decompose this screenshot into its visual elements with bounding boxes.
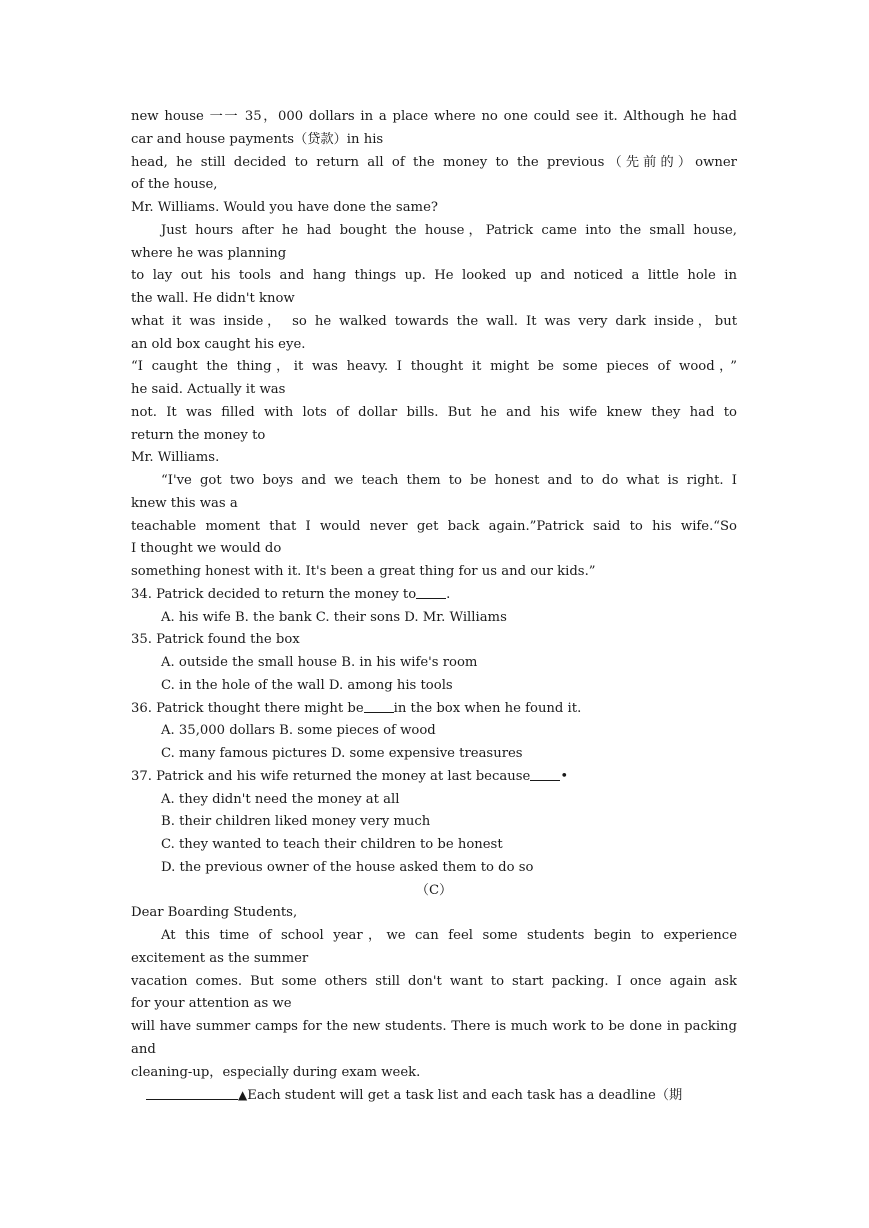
passage-line: car and house payments（贷款）in his <box>131 131 384 147</box>
passage-line: At this time of school year，we can feel some students begin to experience <box>161 928 737 943</box>
question-options: D. the previous owner of the house asked them to do so <box>161 859 534 875</box>
passage-line: where he was planning <box>131 245 287 261</box>
passage-line: teachable moment that I would never get back again.”Patrick said to his wife.“So <box>131 518 737 534</box>
section-label: （C） <box>415 882 453 898</box>
document-page <box>131 106 737 1107</box>
question-text: in the box when he found it. <box>393 700 582 716</box>
question-options: B. their children liked money very much <box>161 814 431 830</box>
question-stem <box>131 584 737 607</box>
passage-line: something honest with it. It's been a great thing for us and our kids.” <box>131 564 596 579</box>
question-text: 36. Patrick thought there might be <box>131 700 364 716</box>
passage-line: new house 一一 35，000 dollars in a place where no one could see it. Although he had <box>131 109 737 124</box>
passage-line: not. It was filled with lots of dollar bills. But he and his wife knew they had to <box>131 404 737 420</box>
question-text: 37. Patrick and his wife returned the money at last because <box>131 768 531 784</box>
letter-salutation: Dear Boarding Students, <box>131 905 298 921</box>
passage-line: vacation comes. But some others still don't want to start packing. I once again ask <box>131 973 737 989</box>
passage-line: Mr. Williams. Would you have done the same? <box>131 200 438 215</box>
bullet-text: Each student will get a task list and each task has a deadline（期 <box>247 1088 683 1104</box>
question-text: 34. Patrick decided to return the money to <box>131 586 417 602</box>
question-text: 35. Patrick found the box <box>131 632 300 648</box>
passage-line: excitement as the summer <box>131 950 309 966</box>
passage-line: and <box>131 1041 156 1057</box>
passage-line: an old box caught his eye. <box>131 336 306 352</box>
question-stem <box>131 766 737 789</box>
answer-blank <box>416 586 446 599</box>
question-options: C. many famous pictures D. some expensive treasures <box>161 746 523 761</box>
passage-line: cleaning-up，especially during exam week. <box>131 1064 421 1080</box>
question-options: A. 35,000 dollars B. some pieces of wood <box>161 723 436 739</box>
question-options: A. his wife B. the bank C. their sons D. Mr. Williams <box>161 609 507 625</box>
passage-line: “I've got two boys and we teach them to be honest and to do what is right. I <box>161 473 737 488</box>
question-options: A. outside the small house B. in his wife's room <box>161 655 478 670</box>
passage-line: he said. Actually it was <box>131 382 286 397</box>
question-options: C. they wanted to teach their children to be honest <box>161 837 503 852</box>
triangle-icon: ▲ <box>238 1088 248 1103</box>
answer-blank <box>530 768 560 781</box>
passage-line: to lay out his tools and hang things up. He looked up and noticed a little hole in <box>131 268 737 284</box>
passage-line: knew this was a <box>131 495 238 511</box>
passage-line: return the money to <box>131 427 266 443</box>
question-text: • <box>560 768 569 784</box>
passage-line: will have summer camps for the new students. There is much work to be done in packing <box>131 1019 737 1034</box>
passage-line: of the house, <box>131 177 218 193</box>
question-text: . <box>446 586 451 602</box>
passage-line: for your attention as we <box>131 996 292 1012</box>
passage-line: “I caught the thing，it was heavy. I thought it might be some pieces of wood，” <box>131 359 737 375</box>
passage-line: Mr. Williams. <box>131 450 220 466</box>
passage-line: Just hours after he had bought the house，Patrick came into the small house, <box>161 222 737 238</box>
passage-line: the wall. He didn't know <box>131 291 295 306</box>
question-options: A. they didn't need the money at all <box>161 791 400 807</box>
question-options: C. in the hole of the wall D. among his tools <box>161 677 453 693</box>
question-stem <box>131 698 737 721</box>
passage-line: head, he still decided to return all of the money to the previous（先前的）owner <box>131 154 737 170</box>
answer-blank <box>146 1087 238 1100</box>
bullet-line <box>131 1084 737 1107</box>
passage-line: I thought we would do <box>131 541 282 557</box>
passage-line: what it was inside， so he walked towards the wall. It was very dark inside，but <box>131 313 737 329</box>
question-stem <box>131 629 737 652</box>
answer-blank <box>364 700 394 713</box>
